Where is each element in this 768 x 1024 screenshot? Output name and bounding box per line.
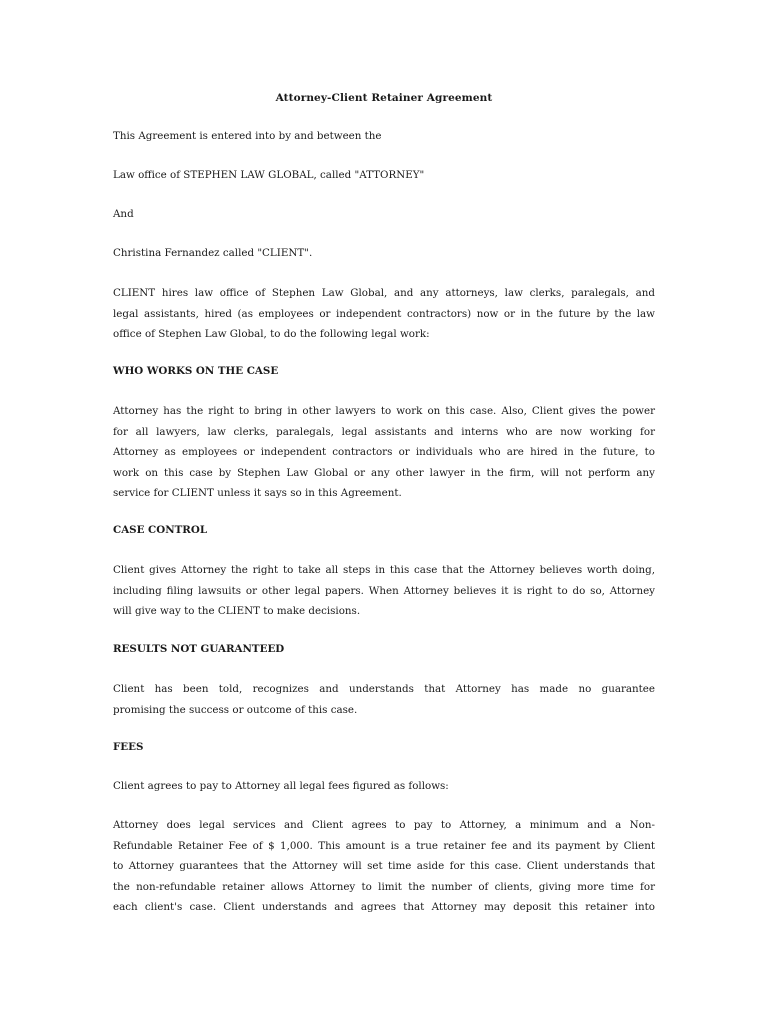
document-title: Attorney-Client Retainer Agreement bbox=[275, 92, 493, 104]
paragraph-line: legal assistants, hired (as employees or independent contractors) now or in the future by the law bbox=[113, 307, 655, 320]
paragraph-line: Client gives Attorney the right to take all steps in this case that the Attorney believes worth doing, bbox=[113, 564, 655, 576]
document-page bbox=[113, 0, 655, 1024]
paragraph-line: the non-refundable retainer allows Attorney to limit the number of clients, giving more time for bbox=[113, 880, 655, 893]
paragraph-line: promising the success or outcome of this case. bbox=[113, 703, 358, 716]
paragraph-line: including filing lawsuits or other legal papers. When Attorney believes it is right to do so, Attorney bbox=[113, 584, 655, 597]
paragraph-line: Client has been told, recognizes and understands that Attorney has made no guarantee bbox=[113, 683, 655, 695]
section-heading-results: RESULTS NOT GUARANTEED bbox=[113, 643, 285, 655]
who-works-paragraph bbox=[113, 401, 655, 504]
and-text: And bbox=[113, 208, 134, 220]
paragraph-line: will give way to the CLIENT to make decisions. bbox=[113, 605, 361, 617]
paragraph-line: office of Stephen Law Global, to do the following legal work: bbox=[113, 328, 430, 340]
hire-paragraph bbox=[113, 283, 655, 345]
paragraph-line: CLIENT hires law office of Stephen Law Global, and any attorneys, law clerks, paralegals, and bbox=[113, 287, 655, 299]
attorney-party: Law office of STEPHEN LAW GLOBAL, called "ATTORNEY" bbox=[113, 169, 425, 181]
case-control-paragraph bbox=[113, 560, 655, 622]
paragraph-line: Attorney as employees or independent contractors or individuals who are hired in the future, to bbox=[113, 446, 655, 458]
paragraph-line: work on this case by Stephen Law Global or any other lawyer in the firm, will not perform any bbox=[113, 466, 655, 479]
paragraph-line: Refundable Retainer Fee of $ 1,000. This amount is a true retainer fee and its payment by Client bbox=[113, 839, 655, 852]
results-paragraph bbox=[113, 679, 655, 720]
client-party: Christina Fernandez called "CLIENT". bbox=[113, 247, 313, 259]
fees-paragraph bbox=[113, 815, 655, 918]
section-heading-who-works: WHO WORKS ON THE CASE bbox=[113, 365, 279, 377]
paragraph-line: Attorney has the right to bring in other lawyers to work on this case. Also, Client gives the power bbox=[113, 405, 655, 417]
paragraph-line: service for CLIENT unless it says so in this Agreement. bbox=[113, 487, 402, 499]
fees-intro: Client agrees to pay to Attorney all legal fees figured as follows: bbox=[113, 780, 449, 792]
paragraph-line: Attorney does legal services and Client agrees to pay to Attorney, a minimum and a Non- bbox=[113, 819, 655, 831]
section-heading-case-control: CASE CONTROL bbox=[113, 524, 208, 536]
paragraph-line: to Attorney guarantees that the Attorney will set time aside for this case. Client understands that bbox=[113, 860, 655, 872]
paragraph-line: for all lawyers, law clerks, paralegals, legal assistants and interns who are now working for bbox=[113, 425, 655, 438]
intro-text: This Agreement is entered into by and between the bbox=[113, 130, 382, 142]
paragraph-line: each client's case. Client understands and agrees that Attorney may deposit this retainer into bbox=[113, 901, 655, 913]
section-heading-fees: FEES bbox=[113, 741, 144, 753]
